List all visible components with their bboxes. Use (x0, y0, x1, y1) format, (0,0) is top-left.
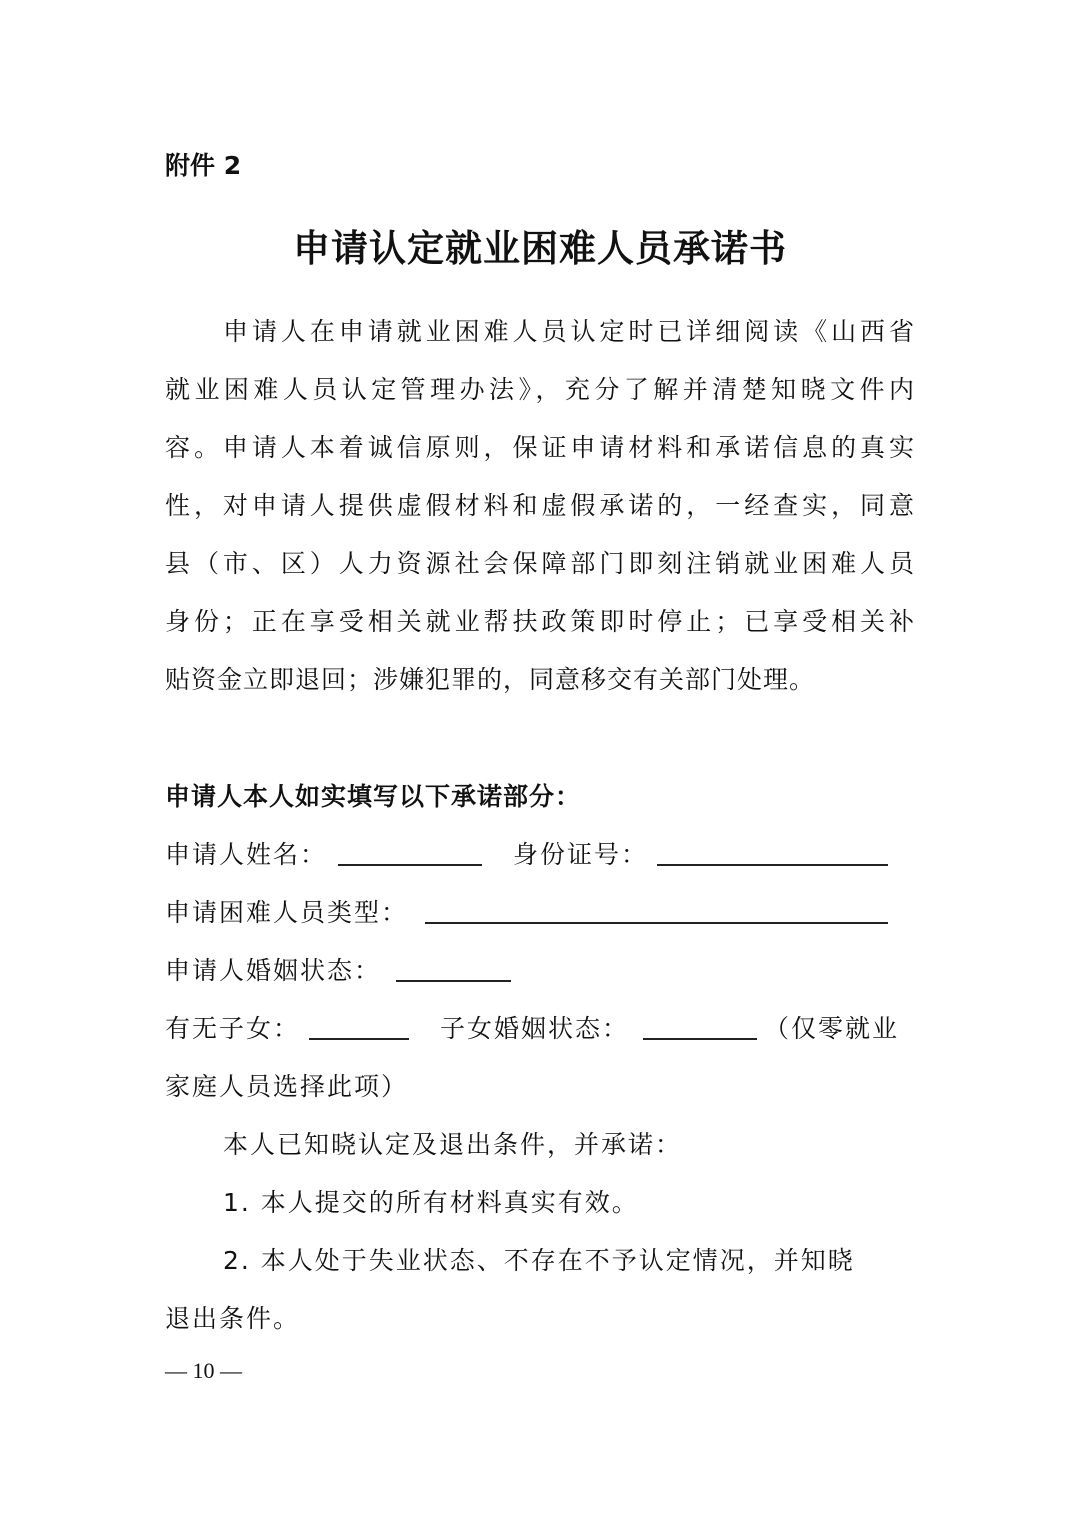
pledge-item-2-cont: 退出条件。 (165, 1304, 301, 1333)
children-label: 有无子女： (165, 1014, 301, 1043)
marital-label: 申请人婚姻状态： (165, 956, 382, 985)
children-field[interactable] (309, 1038, 409, 1040)
paragraph-line: 容。申请人本着诚信原则，保证申请材料和承诺信息的真实 (165, 433, 915, 462)
paragraph-line: 申请人在申请就业困难人员认定时已详细阅读《山西省 (223, 317, 915, 346)
paragraph-line: 贴资金立即退回；涉嫌犯罪的，同意移交有关部门处理。 (165, 665, 816, 694)
id-number-field[interactable] (657, 864, 888, 866)
name-field[interactable] (338, 864, 482, 866)
id-label: 身份证号： (513, 840, 649, 869)
document-title: 申请认定就业困难人员承诺书 (293, 226, 787, 270)
attachment-label: 附件 2 (165, 151, 242, 180)
paragraph-line: 县（市、区）人力资源社会保障部门即刻注销就业困难人员 (165, 549, 915, 578)
note-text: （仅零就业 (764, 1014, 900, 1043)
pledge-intro: 本人已知晓认定及退出条件，并承诺： (223, 1130, 683, 1159)
pledge-item-1: 1. 本人提交的所有材料真实有效。 (223, 1188, 639, 1217)
paragraph-line: 身份；正在享受相关就业帮扶政策即时停止；已享受相关补 (165, 607, 915, 636)
type-label: 申请困难人员类型： (165, 898, 409, 927)
paragraph-line: 就业困难人员认定管理办法》，充分了解并清楚知晓文件内 (165, 375, 915, 404)
child-marital-label: 子女婚姻状态： (440, 1014, 630, 1043)
marital-field[interactable] (396, 980, 511, 982)
child-marital-field[interactable] (643, 1038, 757, 1040)
page-number: — 10 — (165, 1358, 242, 1383)
type-field[interactable] (425, 922, 888, 924)
pledge-item-2: 2. 本人处于失业状态、不存在不予认定情况，并知晓 (223, 1246, 855, 1275)
paragraph-line: 性，对申请人提供虚假材料和虚假承诺的，一经查实，同意 (165, 491, 915, 520)
note-text-cont: 家庭人员选择此项） (165, 1072, 409, 1101)
name-label: 申请人姓名： (165, 840, 328, 869)
form-heading: 申请人本人如实填写以下承诺部分： (165, 782, 582, 811)
